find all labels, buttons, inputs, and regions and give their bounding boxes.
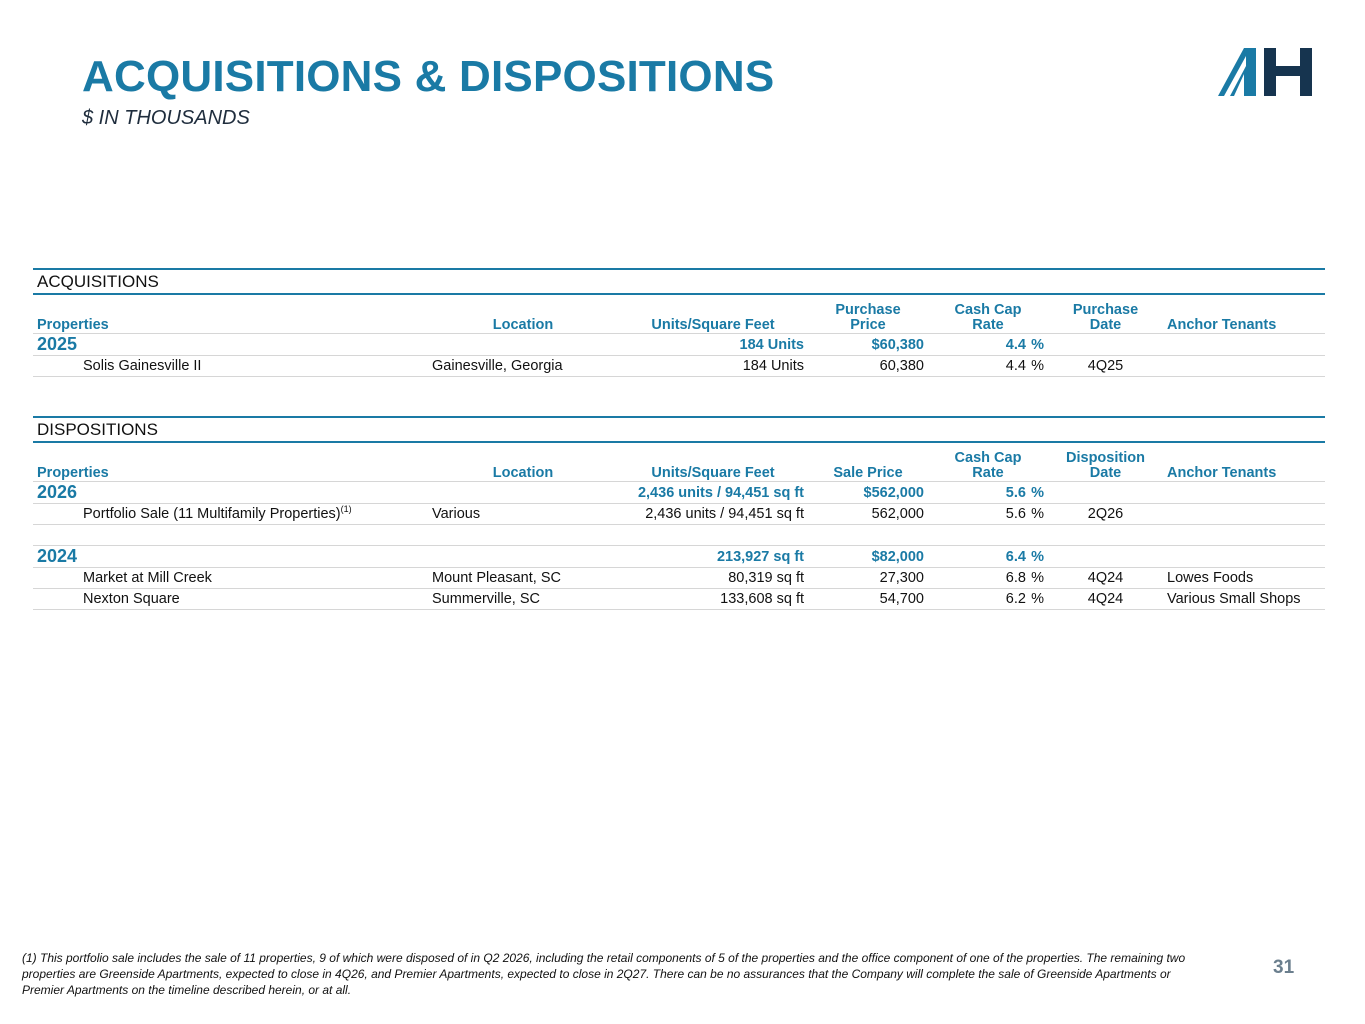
- col-cash-cap-line1: Cash Cap: [954, 450, 1022, 466]
- acquisitions-section-title: ACQUISITIONS: [33, 269, 1325, 294]
- footnote: (1) This portfolio sale includes the sale of 11 properties, 9 of which were disposed of in Q2 2026, including the retail components of 5 of the properties and the office component of one of the properties. The remaining two properties are Greenside Apartments, expected to close in 4Q26, and Premier Apartments, expected to close in 2Q27. There can be no assurances that the Company will complete the sale of Greenside Apartments or Premier Apartments on the timeline described herein, or at all.: [22, 951, 1186, 997]
- year-label: 2025: [33, 334, 428, 356]
- year-price: $562,000: [808, 482, 928, 504]
- col-cash-cap-rate: [928, 294, 1048, 334]
- table-row: [33, 356, 1325, 377]
- property-cap-rate: 6.8 %: [928, 568, 1048, 589]
- property-location: Mount Pleasant, SC: [428, 568, 618, 589]
- company-logo-icon: [1216, 46, 1312, 98]
- page-subtitle: $ IN THOUSANDS: [82, 107, 250, 129]
- year-subtotal-row: [33, 546, 1325, 568]
- property-tenants: Lowes Foods: [1163, 568, 1325, 589]
- year-subtotal-row: [33, 482, 1325, 504]
- property-location: Gainesville, Georgia: [428, 356, 618, 377]
- acquisitions-header-row: [33, 294, 1325, 334]
- property-units: 184 Units: [618, 356, 808, 377]
- property-tenants: [1163, 504, 1325, 525]
- property-location: Various: [428, 504, 618, 525]
- property-name: Portfolio Sale (11 Multifamily Properties)$^{(1)}$: [33, 504, 428, 525]
- acquisitions-table: [33, 268, 1325, 377]
- property-price: 562,000: [808, 504, 928, 525]
- col-purchase-date-line1: Purchase: [1072, 302, 1139, 318]
- col-anchor-tenants: Anchor Tenants: [1163, 442, 1325, 482]
- col-location: Location: [428, 294, 618, 334]
- property-price: 27,300: [808, 568, 928, 589]
- col-anchor-tenants: Anchor Tenants: [1163, 294, 1325, 334]
- col-purchase-price-line2: Price: [850, 317, 886, 333]
- property-cap-rate: 6.2 %: [928, 589, 1048, 610]
- year-cap-rate: 5.6 %: [928, 482, 1048, 504]
- property-cap-rate: 5.6 %: [928, 504, 1048, 525]
- table-row: [33, 568, 1325, 589]
- property-date: 4Q25: [1048, 356, 1163, 377]
- col-sale-price: Sale Price: [808, 442, 928, 482]
- property-units: 80,319 sq ft: [618, 568, 808, 589]
- property-price: 54,700: [808, 589, 928, 610]
- col-disposition-date: [1048, 442, 1163, 482]
- property-name: Market at Mill Creek: [33, 568, 428, 589]
- col-purchase-price: [808, 294, 928, 334]
- property-name: Solis Gainesville II: [33, 356, 428, 377]
- col-purchase-date-line2: Date: [1089, 317, 1122, 333]
- page-number: 31: [1273, 957, 1295, 978]
- table-row: [33, 589, 1325, 610]
- footnote-ref: (1): [340, 504, 352, 514]
- col-units: Units/Square Feet: [618, 294, 808, 334]
- spacer-row: [33, 525, 1325, 546]
- year-price: $60,380: [808, 334, 928, 356]
- year-cap-rate: 4.4 %: [928, 334, 1048, 356]
- dispositions-section-title: DISPOSITIONS: [33, 417, 1325, 442]
- property-cap-rate: 4.4 %: [928, 356, 1048, 377]
- property-units: 2,436 units / 94,451 sq ft: [618, 504, 808, 525]
- year-units: 2,436 units / 94,451 sq ft: [618, 482, 808, 504]
- col-disposition-date-line2: Date: [1089, 465, 1122, 481]
- col-units: Units/Square Feet: [618, 442, 808, 482]
- year-label: 2026: [33, 482, 428, 504]
- property-tenants: [1163, 356, 1325, 377]
- property-location: Summerville, SC: [428, 589, 618, 610]
- year-subtotal-row: [33, 334, 1325, 356]
- year-cap-rate: 6.4 %: [928, 546, 1048, 568]
- col-purchase-price-line1: Purchase: [835, 302, 901, 318]
- col-cash-cap-line1: Cash Cap: [954, 302, 1022, 318]
- year-units: 213,927 sq ft: [618, 546, 808, 568]
- year-label: 2024: [33, 546, 428, 568]
- property-units: 133,608 sq ft: [618, 589, 808, 610]
- property-date: 4Q24: [1048, 589, 1163, 610]
- dispositions-table: [33, 416, 1325, 610]
- property-price: 60,380: [808, 356, 928, 377]
- col-cash-cap-line2: Rate: [972, 465, 1004, 481]
- dispositions-header-row: [33, 442, 1325, 482]
- col-disposition-date-line1: Disposition: [1066, 450, 1145, 466]
- property-tenants: Various Small Shops: [1163, 589, 1325, 610]
- col-properties: Properties: [33, 442, 428, 482]
- year-price: $82,000: [808, 546, 928, 568]
- col-location: Location: [428, 442, 618, 482]
- property-date: 4Q24: [1048, 568, 1163, 589]
- property-name: Nexton Square: [33, 589, 428, 610]
- col-cash-cap-line2: Rate: [972, 317, 1004, 333]
- col-cash-cap-rate: [928, 442, 1048, 482]
- col-properties: Properties: [33, 294, 428, 334]
- property-date: 2Q26: [1048, 504, 1163, 525]
- year-units: 184 Units: [618, 334, 808, 356]
- col-purchase-date: [1048, 294, 1163, 334]
- page-title: ACQUISITIONS & DISPOSITIONS: [82, 52, 775, 101]
- table-row: [33, 504, 1325, 525]
